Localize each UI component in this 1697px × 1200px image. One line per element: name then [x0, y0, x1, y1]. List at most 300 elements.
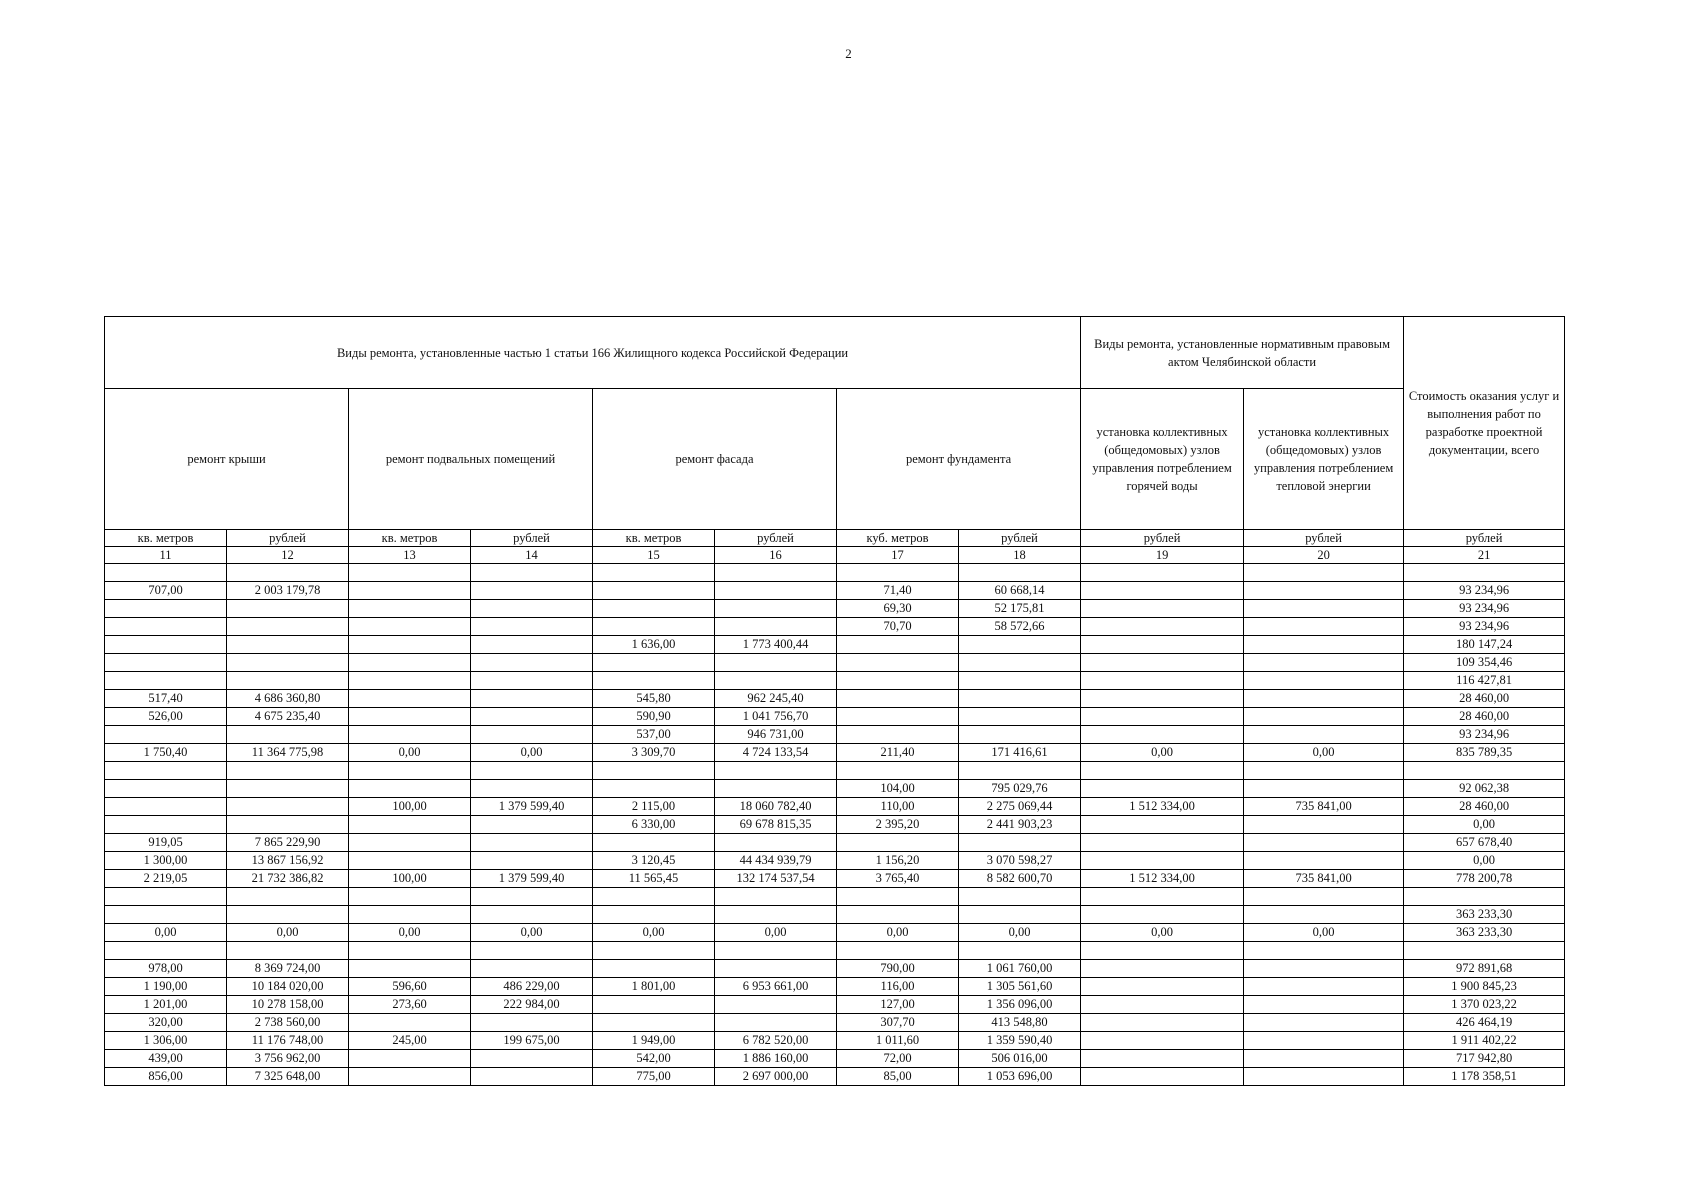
- table-row: [105, 870, 1565, 888]
- table-cell: [1244, 906, 1404, 924]
- table-cell: [837, 906, 959, 924]
- table-cell: [715, 906, 837, 924]
- table-row: [105, 798, 1565, 816]
- table-cell: 962 245,40: [715, 690, 837, 708]
- table-cell: 58 572,66: [959, 618, 1081, 636]
- table-cell: [105, 816, 227, 834]
- table-cell: [837, 690, 959, 708]
- table-cell: [959, 726, 1081, 744]
- table-cell: 1 911 402,22: [1404, 1032, 1565, 1050]
- table-cell: 590,90: [593, 708, 715, 726]
- table-cell: [1081, 726, 1244, 744]
- table-cell: 116,00: [837, 978, 959, 996]
- header-hot-water: установка коллективных (общедомовых) узлов управления потреблением горячей воды: [1081, 389, 1244, 530]
- table-cell: [1244, 690, 1404, 708]
- table-cell: 4 675 235,40: [227, 708, 349, 726]
- table-cell: [1244, 942, 1404, 960]
- table-cell: [471, 726, 593, 744]
- table-cell: 6 330,00: [593, 816, 715, 834]
- table-cell: [593, 600, 715, 618]
- table-cell: 1 061 760,00: [959, 960, 1081, 978]
- table-cell: 0,00: [1404, 816, 1565, 834]
- table-cell: 18 060 782,40: [715, 798, 837, 816]
- table-cell: 542,00: [593, 1050, 715, 1068]
- table-cell: [593, 654, 715, 672]
- table-cell: 856,00: [105, 1068, 227, 1086]
- table-cell: [349, 636, 471, 654]
- table-cell: 127,00: [837, 996, 959, 1014]
- table-cell: 2 219,05: [105, 870, 227, 888]
- table-cell: 972 891,68: [1404, 960, 1565, 978]
- table-cell: 2 115,00: [593, 798, 715, 816]
- table-cell: [1081, 1014, 1244, 1032]
- unit-cell: кв. метров: [593, 530, 715, 547]
- table-cell: 1 305 561,60: [959, 978, 1081, 996]
- table-cell: [349, 1050, 471, 1068]
- table-cell: [471, 1068, 593, 1086]
- table-cell: [227, 780, 349, 798]
- table-cell: [1404, 888, 1565, 906]
- table-cell: 93 234,96: [1404, 618, 1565, 636]
- unit-cell: рублей: [1404, 530, 1565, 547]
- table-cell: [593, 672, 715, 690]
- table-cell: [349, 582, 471, 600]
- table-cell: [471, 960, 593, 978]
- table-cell: 0,00: [1244, 744, 1404, 762]
- table-cell: 2 395,20: [837, 816, 959, 834]
- table-cell: 790,00: [837, 960, 959, 978]
- table-cell: 132 174 537,54: [715, 870, 837, 888]
- table-row: [105, 600, 1565, 618]
- column-number: 12: [227, 547, 349, 564]
- table-cell: 104,00: [837, 780, 959, 798]
- table-cell: [105, 564, 227, 582]
- table-cell: [471, 582, 593, 600]
- table-cell: 1 053 696,00: [959, 1068, 1081, 1086]
- column-number: 11: [105, 547, 227, 564]
- table-cell: [593, 1014, 715, 1032]
- table-cell: 946 731,00: [715, 726, 837, 744]
- table-cell: [593, 780, 715, 798]
- table-row: [105, 780, 1565, 798]
- table-cell: [471, 1050, 593, 1068]
- table-cell: [1081, 690, 1244, 708]
- header-basement: ремонт подвальных помещений: [349, 389, 593, 530]
- table-cell: [1081, 636, 1244, 654]
- unit-cell: куб. метров: [837, 530, 959, 547]
- table-cell: 6 782 520,00: [715, 1032, 837, 1050]
- table-cell: [593, 906, 715, 924]
- table-cell: [715, 942, 837, 960]
- table-cell: [1081, 960, 1244, 978]
- table-row: [105, 762, 1565, 780]
- table-cell: 69,30: [837, 600, 959, 618]
- table-cell: 1 949,00: [593, 1032, 715, 1050]
- table-cell: 2 441 903,23: [959, 816, 1081, 834]
- table-cell: 85,00: [837, 1068, 959, 1086]
- table-row: [105, 636, 1565, 654]
- table-cell: 0,00: [349, 744, 471, 762]
- table-cell: 0,00: [1244, 924, 1404, 942]
- table-cell: [1244, 762, 1404, 780]
- table-cell: 0,00: [471, 744, 593, 762]
- page-number: 2: [845, 46, 852, 61]
- column-number: 14: [471, 547, 593, 564]
- table-cell: 545,80: [593, 690, 715, 708]
- table-cell: 3 309,70: [593, 744, 715, 762]
- table-cell: [227, 816, 349, 834]
- table-cell: 3 120,45: [593, 852, 715, 870]
- table-cell: [227, 762, 349, 780]
- table-cell: 1 011,60: [837, 1032, 959, 1050]
- table-cell: 211,40: [837, 744, 959, 762]
- table-row: [105, 690, 1565, 708]
- table-cell: 171 416,61: [959, 744, 1081, 762]
- table-cell: [1081, 942, 1244, 960]
- table-cell: [715, 672, 837, 690]
- table-cell: 7 325 648,00: [227, 1068, 349, 1086]
- table-cell: [1244, 726, 1404, 744]
- table-cell: 363 233,30: [1404, 906, 1565, 924]
- table-cell: [105, 726, 227, 744]
- table-cell: [959, 834, 1081, 852]
- table-cell: 2 697 000,00: [715, 1068, 837, 1086]
- table-cell: [1244, 1050, 1404, 1068]
- table-cell: 93 234,96: [1404, 600, 1565, 618]
- table-cell: [837, 708, 959, 726]
- table-cell: 835 789,35: [1404, 744, 1565, 762]
- column-number: 17: [837, 547, 959, 564]
- table-cell: [1244, 978, 1404, 996]
- unit-cell: кв. метров: [349, 530, 471, 547]
- table-cell: [959, 690, 1081, 708]
- table-cell: [1244, 852, 1404, 870]
- table-cell: [1244, 816, 1404, 834]
- table-cell: [593, 618, 715, 636]
- table-cell: [715, 780, 837, 798]
- table-cell: [959, 942, 1081, 960]
- table-row: [105, 1068, 1565, 1086]
- table-cell: [1244, 1032, 1404, 1050]
- table-cell: [959, 906, 1081, 924]
- table-cell: [959, 888, 1081, 906]
- table-cell: 307,70: [837, 1014, 959, 1032]
- header-facade: ремонт фасада: [593, 389, 837, 530]
- table-cell: [715, 600, 837, 618]
- table-cell: [1081, 996, 1244, 1014]
- table-cell: [1244, 1014, 1404, 1032]
- table-cell: 537,00: [593, 726, 715, 744]
- table-cell: [349, 618, 471, 636]
- table-cell: 1 379 599,40: [471, 798, 593, 816]
- table-cell: [715, 996, 837, 1014]
- table-cell: 1 300,00: [105, 852, 227, 870]
- table-cell: 199 675,00: [471, 1032, 593, 1050]
- table-cell: [105, 618, 227, 636]
- table-cell: [837, 654, 959, 672]
- table-cell: [227, 654, 349, 672]
- table-cell: 3 070 598,27: [959, 852, 1081, 870]
- table-cell: [349, 906, 471, 924]
- table-cell: [349, 564, 471, 582]
- table-cell: [593, 762, 715, 780]
- table-cell: 1 750,40: [105, 744, 227, 762]
- table-cell: 363 233,30: [1404, 924, 1565, 942]
- table-cell: [349, 780, 471, 798]
- table-cell: [349, 852, 471, 870]
- table-cell: [227, 600, 349, 618]
- table-cell: 717 942,80: [1404, 1050, 1565, 1068]
- table-cell: [105, 762, 227, 780]
- table-cell: [105, 906, 227, 924]
- table-cell: 70,70: [837, 618, 959, 636]
- table-cell: 110,00: [837, 798, 959, 816]
- units-row: [105, 530, 1565, 547]
- table-cell: [1244, 1068, 1404, 1086]
- table-cell: [837, 942, 959, 960]
- table-cell: [349, 762, 471, 780]
- table-cell: [471, 690, 593, 708]
- table-cell: [959, 672, 1081, 690]
- table-row: [105, 726, 1565, 744]
- table-cell: [959, 762, 1081, 780]
- table-cell: [1081, 906, 1244, 924]
- table-cell: [349, 600, 471, 618]
- table-cell: 0,00: [837, 924, 959, 942]
- table-cell: 506 016,00: [959, 1050, 1081, 1068]
- table-cell: 28 460,00: [1404, 690, 1565, 708]
- table-cell: [837, 636, 959, 654]
- table-cell: 60 668,14: [959, 582, 1081, 600]
- table-cell: [1244, 654, 1404, 672]
- table-cell: 0,00: [1404, 852, 1565, 870]
- table-cell: [1244, 888, 1404, 906]
- table-row: [105, 618, 1565, 636]
- table-cell: [105, 942, 227, 960]
- table-cell: [349, 816, 471, 834]
- table-cell: [837, 888, 959, 906]
- table-cell: 44 434 939,79: [715, 852, 837, 870]
- table-cell: [105, 672, 227, 690]
- table-cell: 0,00: [471, 924, 593, 942]
- table-cell: [959, 654, 1081, 672]
- table-row: [105, 582, 1565, 600]
- table-cell: [1244, 672, 1404, 690]
- table-cell: 1 900 845,23: [1404, 978, 1565, 996]
- table-cell: 1 041 756,70: [715, 708, 837, 726]
- repair-works-table: [104, 316, 1565, 1086]
- table-row: [105, 1032, 1565, 1050]
- table-cell: 2 738 560,00: [227, 1014, 349, 1032]
- table-cell: [105, 636, 227, 654]
- table-cell: [227, 798, 349, 816]
- table-cell: [471, 708, 593, 726]
- table-cell: [593, 582, 715, 600]
- table-cell: [105, 780, 227, 798]
- table-cell: 978,00: [105, 960, 227, 978]
- table-cell: 1 156,20: [837, 852, 959, 870]
- table-cell: [715, 582, 837, 600]
- table-cell: [593, 834, 715, 852]
- table-cell: 28 460,00: [1404, 798, 1565, 816]
- unit-cell: рублей: [227, 530, 349, 547]
- table-cell: 707,00: [105, 582, 227, 600]
- table-cell: [715, 834, 837, 852]
- table-cell: [1081, 852, 1244, 870]
- table-cell: [593, 888, 715, 906]
- table-cell: 517,40: [105, 690, 227, 708]
- table-cell: 93 234,96: [1404, 726, 1565, 744]
- table-row: [105, 672, 1565, 690]
- column-number: 16: [715, 547, 837, 564]
- table-cell: [1244, 582, 1404, 600]
- table-cell: 93 234,96: [1404, 582, 1565, 600]
- table-cell: [715, 960, 837, 978]
- table-cell: 0,00: [959, 924, 1081, 942]
- table-cell: 1 886 160,00: [715, 1050, 837, 1068]
- table-cell: [227, 636, 349, 654]
- table-cell: [1081, 672, 1244, 690]
- table-cell: 1 370 023,22: [1404, 996, 1565, 1014]
- table-cell: 1 379 599,40: [471, 870, 593, 888]
- table-cell: [1081, 780, 1244, 798]
- table-cell: [349, 834, 471, 852]
- table-cell: 13 867 156,92: [227, 852, 349, 870]
- table-cell: [349, 888, 471, 906]
- table-cell: 10 278 158,00: [227, 996, 349, 1014]
- column-number: 20: [1244, 547, 1404, 564]
- table-cell: [715, 618, 837, 636]
- table-cell: 3 765,40: [837, 870, 959, 888]
- table-cell: 778 200,78: [1404, 870, 1565, 888]
- table-cell: [471, 564, 593, 582]
- table-cell: 1 773 400,44: [715, 636, 837, 654]
- table-cell: 413 548,80: [959, 1014, 1081, 1032]
- column-number-row: [105, 547, 1565, 564]
- table-cell: [471, 762, 593, 780]
- table-cell: [471, 888, 593, 906]
- table-cell: 10 184 020,00: [227, 978, 349, 996]
- table-cell: 21 732 386,82: [227, 870, 349, 888]
- table-cell: [349, 1014, 471, 1032]
- table-cell: 1 356 096,00: [959, 996, 1081, 1014]
- table-row: [105, 996, 1565, 1014]
- table-cell: 4 686 360,80: [227, 690, 349, 708]
- table-cell: 8 369 724,00: [227, 960, 349, 978]
- table-cell: [1244, 996, 1404, 1014]
- unit-cell: рублей: [471, 530, 593, 547]
- table-cell: 100,00: [349, 798, 471, 816]
- table-cell: [349, 1068, 471, 1086]
- table-cell: 92 062,38: [1404, 780, 1565, 798]
- table-cell: [105, 888, 227, 906]
- table-cell: [1244, 600, 1404, 618]
- table-cell: 1 306,00: [105, 1032, 227, 1050]
- table-cell: 795 029,76: [959, 780, 1081, 798]
- table-cell: [1081, 834, 1244, 852]
- table-row: [105, 852, 1565, 870]
- table-cell: [471, 672, 593, 690]
- table-cell: 775,00: [593, 1068, 715, 1086]
- table-cell: 7 865 229,90: [227, 834, 349, 852]
- table-cell: [105, 600, 227, 618]
- table-row: [105, 888, 1565, 906]
- column-number: 13: [349, 547, 471, 564]
- table-cell: 28 460,00: [1404, 708, 1565, 726]
- table-cell: 1 636,00: [593, 636, 715, 654]
- header-row-groups: [105, 317, 1565, 389]
- table-cell: [837, 564, 959, 582]
- table-cell: [1244, 834, 1404, 852]
- table-cell: 439,00: [105, 1050, 227, 1068]
- table-cell: 109 354,46: [1404, 654, 1565, 672]
- table-cell: [227, 672, 349, 690]
- table-cell: 657 678,40: [1404, 834, 1565, 852]
- table-row: [105, 744, 1565, 762]
- table-cell: 0,00: [1081, 924, 1244, 942]
- table-cell: [227, 726, 349, 744]
- unit-cell: рублей: [715, 530, 837, 547]
- table-cell: [837, 672, 959, 690]
- table-row: [105, 564, 1565, 582]
- table-cell: [471, 816, 593, 834]
- table-cell: [715, 654, 837, 672]
- table-cell: [349, 654, 471, 672]
- table-cell: 3 756 962,00: [227, 1050, 349, 1068]
- table-cell: [593, 996, 715, 1014]
- table-cell: 11 565,45: [593, 870, 715, 888]
- table-cell: 1 178 358,51: [1404, 1068, 1565, 1086]
- table-cell: [959, 708, 1081, 726]
- table-cell: 1 801,00: [593, 978, 715, 996]
- table-cell: [837, 834, 959, 852]
- table-row: [105, 978, 1565, 996]
- table-cell: 1 512 334,00: [1081, 870, 1244, 888]
- table-cell: 2 003 179,78: [227, 582, 349, 600]
- table-cell: [471, 780, 593, 798]
- table-cell: 1 201,00: [105, 996, 227, 1014]
- table-cell: [593, 564, 715, 582]
- unit-cell: рублей: [1081, 530, 1244, 547]
- table-cell: [837, 726, 959, 744]
- table-cell: [349, 708, 471, 726]
- table-cell: 4 724 133,54: [715, 744, 837, 762]
- table-cell: [1081, 978, 1244, 996]
- table-cell: 8 582 600,70: [959, 870, 1081, 888]
- table-row: [105, 1050, 1565, 1068]
- table-row: [105, 654, 1565, 672]
- header-roof: ремонт крыши: [105, 389, 349, 530]
- header-cost: Стоимость оказания услуг и выполнения работ по разработке проектной документации, всего: [1404, 317, 1565, 530]
- table-cell: [1081, 762, 1244, 780]
- table-cell: 0,00: [1081, 744, 1244, 762]
- table-cell: [1081, 564, 1244, 582]
- header-heat: установка коллективных (общедомовых) узлов управления потреблением тепловой энергии: [1244, 389, 1404, 530]
- table-cell: [227, 942, 349, 960]
- table-cell: [1244, 960, 1404, 978]
- table-cell: [471, 636, 593, 654]
- table-cell: [1404, 942, 1565, 960]
- table-cell: 1 512 334,00: [1081, 798, 1244, 816]
- table-cell: 52 175,81: [959, 600, 1081, 618]
- table-cell: 72,00: [837, 1050, 959, 1068]
- table-cell: 0,00: [593, 924, 715, 942]
- table-cell: [471, 654, 593, 672]
- table-cell: 0,00: [105, 924, 227, 942]
- table-row: [105, 924, 1565, 942]
- table-cell: [1081, 618, 1244, 636]
- table-cell: [1404, 762, 1565, 780]
